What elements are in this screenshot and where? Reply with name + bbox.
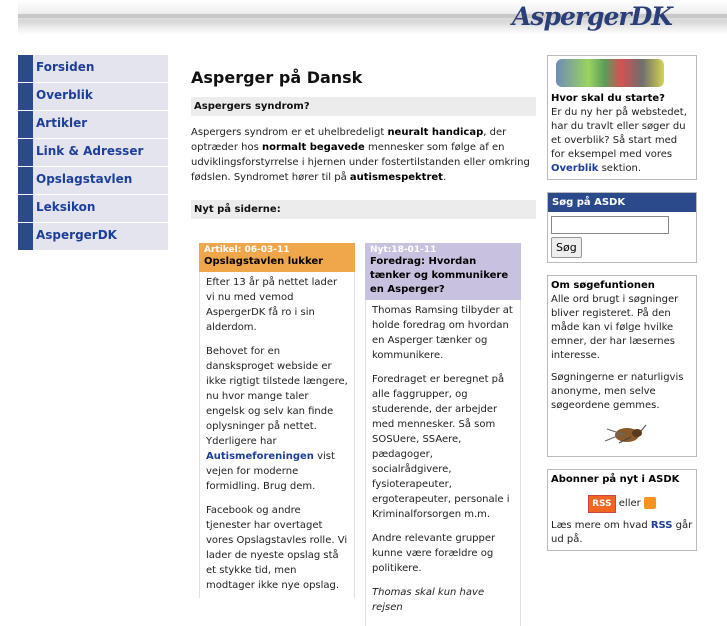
nav-item-aspergerdk[interactable] (18, 223, 168, 250)
nav-item-artikler[interactable] (18, 111, 168, 138)
start-text-part: Er du ny her på webstedet, har du travlt eller søger du et overblik? Så start med for eksempel med vores (551, 107, 687, 160)
rss-row (551, 495, 693, 513)
nav-item-label: Artikler (36, 116, 88, 130)
intro-bold: normalt begavede (261, 142, 365, 153)
news-body (365, 300, 521, 626)
intro-bold: neuralt handicap (387, 127, 484, 138)
page-title: Asperger på Dansk (191, 68, 363, 87)
news-paragraph (206, 344, 348, 494)
news-paragraph: Andre relevante grupper kunne være forældre og politikere. (372, 533, 496, 574)
intro-paragraph (191, 125, 536, 185)
about-search-text: Alle ord brugt i søgninger bliver registeret. På den måde kan vi følge hvilke emner, der har læsernes interesse. (551, 294, 679, 361)
news-date: Nyt:18-01-11 (370, 245, 437, 255)
nav-item-leksikon[interactable] (18, 195, 168, 222)
nav-item-label: Link & Adresser (36, 144, 144, 158)
about-search-title: Om søgefuntionen (551, 280, 655, 291)
rss-feed-icon[interactable] (644, 497, 656, 509)
nav-item-label: Leksikon (36, 200, 96, 214)
news-paragraph: Thomas skal kun have rejsen (372, 587, 485, 613)
news-column-nyt (365, 243, 521, 626)
nav-item-overblik[interactable] (18, 83, 168, 110)
news-heading: Nyt på siderne: (191, 200, 536, 219)
nav-item-label: Opslagstavlen (36, 172, 133, 186)
rss-explain-text (551, 519, 693, 547)
search-button[interactable]: Søg (551, 237, 582, 258)
site-logo[interactable]: AspergerDK (512, 2, 672, 31)
nav-item-label: AspergerDK (36, 228, 117, 242)
main-content (191, 55, 536, 613)
news-paragraph: Facebook og andre tjenester har overtaget vores Opslagstavles rolle. Vi lader de nyeste opslag stå et stykke tid, men modtager ikke nye opslag. (206, 505, 348, 591)
nav-item-forsiden[interactable] (18, 55, 168, 82)
news-paragraph: Efter 13 år på nettet lader vi nu med vemod AspergerDK få ro i sin alderdom. (206, 277, 338, 333)
start-text (551, 106, 693, 176)
subscribe-box (547, 469, 697, 551)
top-banner (18, 0, 727, 35)
intro-text: . (442, 172, 447, 183)
main-navigation (18, 55, 168, 251)
rss-badge-button[interactable]: RSS (588, 495, 616, 513)
news-title[interactable]: Foredrag: Hvordan tænker og kommunikere en Asperger? (370, 256, 509, 295)
rss-link[interactable]: RSS (650, 520, 673, 531)
subscribe-title: Abonner på nyt i ASDK (551, 474, 680, 485)
news-paragraph: Foredraget er beregnet på alle faggrupper, og studerende, der arbejder med mennesker. Så som SOSUere, SSAere, pædagoger, socialrådgivere, fysioterapeuter, ergoterapeuter, personale i Kriminalforsorgen m.m. (372, 374, 510, 520)
autismeforeningen-link[interactable]: Autismeforeningen (206, 451, 314, 462)
overblik-link[interactable]: Overblik (551, 163, 599, 174)
search-box (547, 192, 697, 263)
search-input[interactable] (551, 216, 669, 234)
about-search-box (547, 275, 697, 457)
start-text-part: sektion. (598, 163, 642, 174)
bug-icon (597, 421, 647, 449)
news-text: vist vejen for moderne formidling. Brug dem. (206, 451, 335, 492)
or-text: eller (615, 498, 644, 509)
intro-text: mennesker som følge af en udviklingsforstyrrelse i hjernen under fostertilstanden eller omkring fødslen. Syndromet hører til på (191, 142, 530, 183)
nav-item-opslagstavlen[interactable] (18, 167, 168, 194)
news-title[interactable]: Opslagstavlen lukker (204, 256, 324, 267)
start-title: Hvor skal du starte? (551, 93, 665, 104)
nav-item-label: Overblik (36, 88, 93, 102)
intro-bold: autismespektret (349, 172, 443, 183)
nav-item-label: Forsiden (36, 60, 95, 74)
search-heading: Søg på ASDK (548, 193, 696, 212)
intro-text: Aspergers syndrom er et uhelbredeligt (191, 127, 388, 138)
intro-text: , der optræder hos (191, 127, 507, 153)
news-date: Artikel: 06-03-11 (204, 245, 290, 255)
news-paragraph: Thomas Ramsing tilbyder at holde foredrag om hvordan en Asperger tænker og kommunikere. (372, 305, 513, 361)
start-box (547, 55, 697, 180)
news-header[interactable] (199, 243, 355, 272)
about-search-text: Søgningerne er naturligvis anonyme, men selve søgeordene gemmes. (551, 372, 684, 411)
rss-text-part: Læs mere om hvad (551, 520, 651, 531)
syndrome-heading: Aspergers syndrom? (191, 97, 536, 116)
right-sidebar (547, 55, 697, 563)
news-text: Behovet for en dansksproget webside er ikke rigtigt tilstede længere, nu hvor mange taler engelsk og selv kan finde oplysninger på nettet. Yderligere har (206, 346, 348, 447)
nav-item-links[interactable] (18, 139, 168, 166)
news-header[interactable] (365, 243, 521, 300)
rss-text-part: går ud på. (551, 520, 693, 545)
news-body (199, 272, 355, 598)
puzzle-logo-icon (556, 59, 664, 87)
